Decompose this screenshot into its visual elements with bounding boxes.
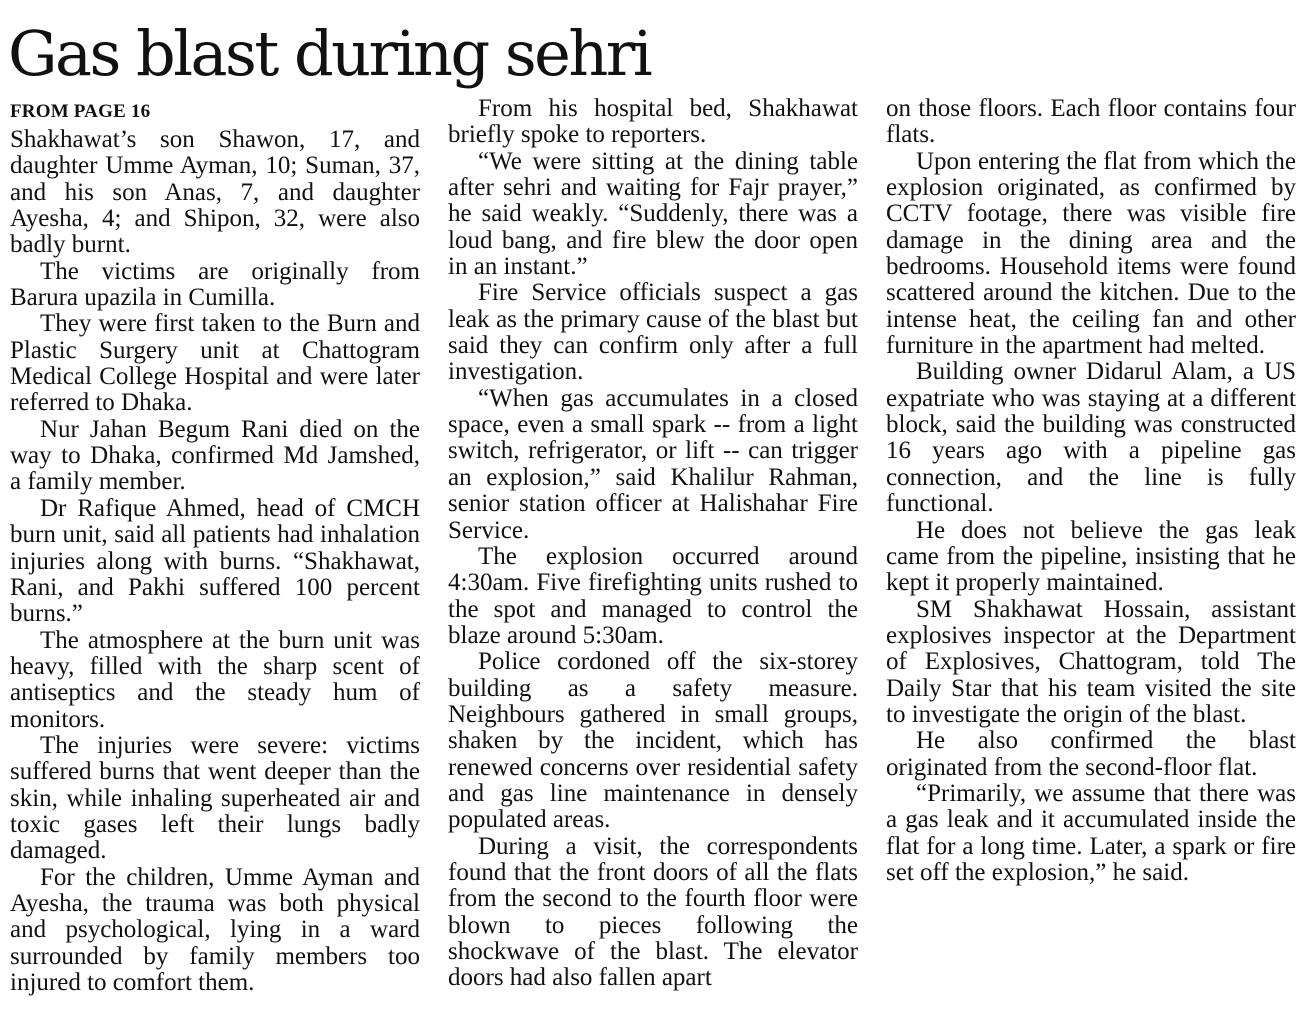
paragraph: Fire Service officials suspect a gas leak as the primary cause of the blast but said they can confirm only after a full investigation.: [448, 279, 858, 386]
headline: Gas blast during sehri: [8, 17, 651, 90]
paragraph: “Primarily, we assume that there was a gas leak and it accumulated inside the flat for a long time. Later, a spark or fire set off the explosion,” he said.: [886, 779, 1296, 886]
paragraph: “We were sitting at the dining table after sehri and waiting for Fajr prayer,” he said weakly. “Suddenly, there was a loud bang, and fire blew the door open in an instant.”: [448, 147, 858, 281]
paragraph: The victims are originally from Barura upazila in Cumilla.: [10, 257, 420, 312]
paragraph: For the children, Umme Ayman and Ayesha, the trauma was both physical and psychological, lying in a ward surrounded by family members too injured to comfort them.: [10, 863, 420, 996]
paragraph: Shakhawat’s son Shawon, 17, and daughter Umme Ayman, 10; Suman, 37, and his son Anas, 7, and daughter Ayesha, 4; and Shipon, 32, were also badly burnt.: [10, 126, 420, 259]
paragraph: He does not believe the gas leak came from the pipeline, insisting that he kept it properly maintained.: [886, 516, 1296, 597]
paragraph: The injuries were severe: victims suffered burns that went deeper than the skin, while inhaling superheated air and toxic gases left their lungs badly damaged.: [10, 731, 420, 865]
article-column-2: [448, 96, 858, 992]
paragraph: Police cordoned off the six-storey building as a safety measure. Neighbours gathered in small groups, shaken by the incident, which has renewed concerns over residential safety and gas line maintenance in densely populated areas.: [448, 648, 858, 834]
paragraph: Building owner Didarul Alam, a US expatriate who was staying at a different block, said the building was constructed 16 years ago with a pipeline gas connection, and the line is fully functional.: [886, 358, 1296, 518]
paragraph: From his hospital bed, Shakhawat briefly spoke to reporters.: [448, 95, 858, 149]
paragraph: on those floors. Each floor contains four flats.: [886, 95, 1296, 149]
jump-label: FROM PAGE 16: [10, 101, 151, 122]
paragraph: The atmosphere at the burn unit was heavy, filled with the sharp scent of antiseptics and the steady hum of monitors.: [10, 626, 420, 733]
paragraph: Dr Rafique Ahmed, head of CMCH burn unit, said all patients had inhalation injuries along with burns. “Shakhawat, Rani, and Pakhi suffered 100 percent burns.”: [10, 494, 420, 628]
paragraph: During a visit, the correspondents found that the front doors of all the flats from the second to the fourth floor were blown to pieces following the shockwave of the blast. The elevator doors had also fallen apart: [448, 832, 858, 992]
paragraph: He also confirmed the blast originated from the second-floor flat.: [886, 727, 1296, 781]
paragraph: “When gas accumulates in a closed space, even a small spark -- from a light switch, refrigerator, or lift -- can trigger an explosion,” said Khalilur Rahman, senior station officer at Halishahar Fire Service.: [448, 384, 858, 544]
paragraph: Upon entering the flat from which the explosion originated, as confirmed by CCTV footage, there was visible fire damage in the dining area and the bedrooms. Household items were found scattered around the kitchen. Due to the intense heat, the ceiling fan and other furniture in the apartment had melted.: [886, 147, 1296, 360]
paragraph: The explosion occurred around 4:30am. Five firefighting units rushed to the spot and managed to control the blaze around 5:30am.: [448, 542, 858, 649]
article-column-1: [10, 97, 420, 996]
article-column-3: [886, 96, 1296, 886]
paragraph: SM Shakhawat Hossain, assistant explosives inspector at the Department of Explosives, Chattogram, told The Daily Star that his team visited the site to investigate the origin of the blast.: [886, 595, 1296, 728]
paragraph: They were first taken to the Burn and Plastic Surgery unit at Chattogram Medical College Hospital and were later referred to Dhaka.: [10, 310, 420, 417]
paragraph: Nur Jahan Begum Rani died on the way to Dhaka, confirmed Md Jamshed, a family member.: [10, 415, 420, 496]
